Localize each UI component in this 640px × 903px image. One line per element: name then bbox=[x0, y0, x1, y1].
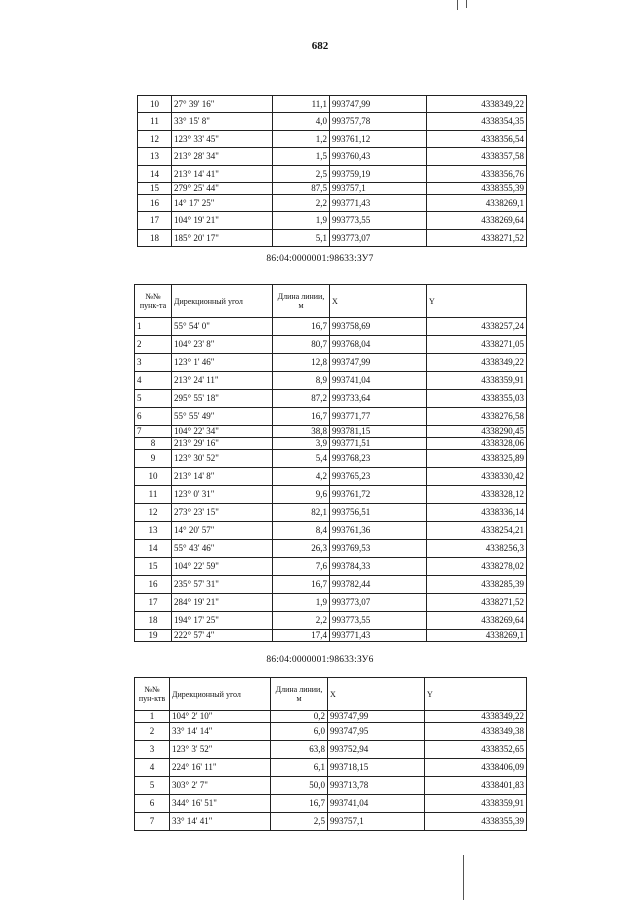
table-row bbox=[138, 212, 527, 230]
header-line-length: Длина линии, м bbox=[271, 678, 328, 711]
line-length-cell: 16,7 bbox=[273, 408, 330, 426]
scan-mark-top bbox=[457, 0, 458, 10]
point-number-cell: 17 bbox=[138, 212, 172, 230]
y-coordinate-cell: 4338278,02 bbox=[427, 558, 527, 576]
y-coordinate-cell: 4338271,05 bbox=[427, 336, 527, 354]
point-number-cell: 4 bbox=[135, 759, 170, 777]
table-row bbox=[138, 96, 527, 113]
direction-angle-cell: 104° 22' 59" bbox=[172, 558, 273, 576]
line-length-cell: 9,6 bbox=[273, 486, 330, 504]
point-number-cell: 11 bbox=[138, 113, 172, 131]
y-coordinate-cell: 4338330,42 bbox=[427, 468, 527, 486]
x-coordinate-cell: 993773,07 bbox=[330, 230, 427, 247]
header-y: Y bbox=[427, 285, 527, 318]
x-coordinate-cell: 993771,77 bbox=[330, 408, 427, 426]
point-number-cell: 16 bbox=[135, 576, 172, 594]
point-number-cell: 18 bbox=[135, 612, 172, 630]
x-coordinate-cell: 993761,12 bbox=[330, 131, 427, 148]
table-row bbox=[135, 408, 527, 426]
x-coordinate-cell: 993757,1 bbox=[328, 813, 425, 831]
y-coordinate-cell: 4338354,35 bbox=[427, 113, 527, 131]
x-coordinate-cell: 993773,07 bbox=[330, 594, 427, 612]
line-length-cell: 16,7 bbox=[273, 318, 330, 336]
y-coordinate-cell: 4338406,09 bbox=[425, 759, 527, 777]
direction-angle-cell: 235° 57' 31" bbox=[172, 576, 273, 594]
point-number-cell: 7 bbox=[135, 426, 172, 438]
direction-angle-cell: 194° 17' 25" bbox=[172, 612, 273, 630]
y-coordinate-cell: 4338359,91 bbox=[427, 372, 527, 390]
line-length-cell: 2,2 bbox=[273, 612, 330, 630]
x-coordinate-cell: 993768,23 bbox=[330, 450, 427, 468]
y-coordinate-cell: 4338269,1 bbox=[427, 630, 527, 642]
table-row bbox=[135, 438, 527, 450]
y-coordinate-cell: 4338328,12 bbox=[427, 486, 527, 504]
header-y: Y bbox=[425, 678, 527, 711]
direction-angle-cell: 27° 39' 16" bbox=[172, 96, 273, 113]
y-coordinate-cell: 4338285,39 bbox=[427, 576, 527, 594]
header-point-number: №№ пун-ктв bbox=[135, 678, 170, 711]
line-length-cell: 26,3 bbox=[273, 540, 330, 558]
table-row bbox=[135, 504, 527, 522]
x-coordinate-cell: 993713,78 bbox=[328, 777, 425, 795]
line-length-cell: 2,5 bbox=[271, 813, 328, 831]
coordinates-table-zu6 bbox=[134, 677, 527, 831]
point-number-cell: 10 bbox=[138, 96, 172, 113]
y-coordinate-cell: 4338401,83 bbox=[425, 777, 527, 795]
direction-angle-cell: 55° 54' 0" bbox=[172, 318, 273, 336]
y-coordinate-cell: 4338269,1 bbox=[427, 195, 527, 212]
direction-angle-cell: 279° 25' 44" bbox=[172, 183, 273, 195]
header-point-number: №№ пунк-та bbox=[135, 285, 172, 318]
table-row bbox=[135, 426, 527, 438]
line-length-cell: 8,9 bbox=[273, 372, 330, 390]
line-length-cell: 1,9 bbox=[273, 212, 330, 230]
direction-angle-cell: 213° 24' 11" bbox=[172, 372, 273, 390]
line-length-cell: 16,7 bbox=[273, 576, 330, 594]
direction-angle-cell: 14° 17' 25" bbox=[172, 195, 273, 212]
point-number-cell: 14 bbox=[138, 166, 172, 183]
line-length-cell: 80,7 bbox=[273, 336, 330, 354]
direction-angle-cell: 123° 30' 52" bbox=[172, 450, 273, 468]
table-row bbox=[135, 372, 527, 390]
coordinates-table-continued bbox=[137, 95, 527, 247]
point-number-cell: 16 bbox=[138, 195, 172, 212]
direction-angle-cell: 213° 14' 41" bbox=[172, 166, 273, 183]
line-length-cell: 0,2 bbox=[271, 711, 328, 723]
y-coordinate-cell: 4338271,52 bbox=[427, 594, 527, 612]
table-row bbox=[135, 336, 527, 354]
point-number-cell: 19 bbox=[135, 630, 172, 642]
y-coordinate-cell: 4338356,76 bbox=[427, 166, 527, 183]
direction-angle-cell: 222° 57' 4" bbox=[172, 630, 273, 642]
table-row bbox=[138, 166, 527, 183]
line-length-cell: 1,9 bbox=[273, 594, 330, 612]
x-coordinate-cell: 993733,64 bbox=[330, 390, 427, 408]
point-number-cell: 1 bbox=[135, 711, 170, 723]
table-row bbox=[138, 230, 527, 247]
page-number: 682 bbox=[311, 40, 329, 52]
line-length-cell: 5,1 bbox=[273, 230, 330, 247]
direction-angle-cell: 55° 43' 46" bbox=[172, 540, 273, 558]
point-number-cell: 2 bbox=[135, 336, 172, 354]
line-length-cell: 6,0 bbox=[271, 723, 328, 741]
point-number-cell: 15 bbox=[138, 183, 172, 195]
table-row bbox=[135, 522, 527, 540]
direction-angle-cell: 284° 19' 21" bbox=[172, 594, 273, 612]
table-body bbox=[138, 96, 527, 247]
direction-angle-cell: 295° 55' 18" bbox=[172, 390, 273, 408]
table-row bbox=[135, 558, 527, 576]
table-row bbox=[135, 318, 527, 336]
point-number-cell: 10 bbox=[135, 468, 172, 486]
y-coordinate-cell: 4338357,58 bbox=[427, 148, 527, 166]
line-length-cell: 11,1 bbox=[273, 96, 330, 113]
direction-angle-cell: 104° 22' 34" bbox=[172, 426, 273, 438]
point-number-cell: 5 bbox=[135, 777, 170, 795]
table-row bbox=[135, 594, 527, 612]
header-line-length: Длина линии, м bbox=[273, 285, 330, 318]
point-number-cell: 12 bbox=[135, 504, 172, 522]
table-row bbox=[138, 195, 527, 212]
point-number-cell: 14 bbox=[135, 540, 172, 558]
direction-angle-cell: 123° 3' 52" bbox=[170, 741, 271, 759]
y-coordinate-cell: 4338352,65 bbox=[425, 741, 527, 759]
y-coordinate-cell: 4338257,24 bbox=[427, 318, 527, 336]
y-coordinate-cell: 4338356,54 bbox=[427, 131, 527, 148]
y-coordinate-cell: 4338355,39 bbox=[427, 183, 527, 195]
table-row bbox=[138, 113, 527, 131]
y-coordinate-cell: 4338254,21 bbox=[427, 522, 527, 540]
table-row bbox=[135, 486, 527, 504]
header-x: X bbox=[328, 678, 425, 711]
table-row bbox=[135, 795, 527, 813]
line-length-cell: 2,5 bbox=[273, 166, 330, 183]
table-body bbox=[135, 711, 527, 831]
y-coordinate-cell: 4338349,22 bbox=[427, 96, 527, 113]
table-row bbox=[135, 723, 527, 741]
point-number-cell: 8 bbox=[135, 438, 172, 450]
line-length-cell: 87,5 bbox=[273, 183, 330, 195]
point-number-cell: 17 bbox=[135, 594, 172, 612]
x-coordinate-cell: 993741,04 bbox=[330, 372, 427, 390]
table-row bbox=[135, 390, 527, 408]
x-coordinate-cell: 993765,23 bbox=[330, 468, 427, 486]
table-row bbox=[135, 741, 527, 759]
y-coordinate-cell: 4338269,64 bbox=[427, 212, 527, 230]
parcel-caption-zu6: 86:04:0000001:98633:ЗУ6 bbox=[266, 655, 374, 665]
line-length-cell: 2,2 bbox=[273, 195, 330, 212]
y-coordinate-cell: 4338349,22 bbox=[425, 711, 527, 723]
point-number-cell: 18 bbox=[138, 230, 172, 247]
x-coordinate-cell: 993761,36 bbox=[330, 522, 427, 540]
direction-angle-cell: 104° 2' 10" bbox=[170, 711, 271, 723]
direction-angle-cell: 185° 20' 17" bbox=[172, 230, 273, 247]
x-coordinate-cell: 993758,69 bbox=[330, 318, 427, 336]
table-row bbox=[138, 131, 527, 148]
line-length-cell: 82,1 bbox=[273, 504, 330, 522]
point-number-cell: 15 bbox=[135, 558, 172, 576]
line-length-cell: 50,0 bbox=[271, 777, 328, 795]
point-number-cell: 9 bbox=[135, 450, 172, 468]
table-row bbox=[135, 759, 527, 777]
direction-angle-cell: 33° 15' 8" bbox=[172, 113, 273, 131]
x-coordinate-cell: 993747,99 bbox=[328, 711, 425, 723]
point-number-cell: 4 bbox=[135, 372, 172, 390]
direction-angle-cell: 273° 23' 15" bbox=[172, 504, 273, 522]
line-length-cell: 1,5 bbox=[273, 148, 330, 166]
direction-angle-cell: 104° 23' 8" bbox=[172, 336, 273, 354]
point-number-cell: 12 bbox=[138, 131, 172, 148]
x-coordinate-cell: 993784,33 bbox=[330, 558, 427, 576]
table-row bbox=[135, 630, 527, 642]
y-coordinate-cell: 4338256,3 bbox=[427, 540, 527, 558]
y-coordinate-cell: 4338355,03 bbox=[427, 390, 527, 408]
table-body bbox=[135, 318, 527, 642]
line-length-cell: 17,4 bbox=[273, 630, 330, 642]
parcel-caption-zu7: 86:04:0000001:98633:ЗУ7 bbox=[266, 254, 374, 264]
table-row bbox=[138, 183, 527, 195]
x-coordinate-cell: 993768,04 bbox=[330, 336, 427, 354]
line-length-cell: 63,8 bbox=[271, 741, 328, 759]
y-coordinate-cell: 4338349,38 bbox=[425, 723, 527, 741]
x-coordinate-cell: 993773,55 bbox=[330, 612, 427, 630]
y-coordinate-cell: 4338336,14 bbox=[427, 504, 527, 522]
y-coordinate-cell: 4338328,06 bbox=[427, 438, 527, 450]
direction-angle-cell: 303° 2' 7" bbox=[170, 777, 271, 795]
table-row bbox=[135, 354, 527, 372]
table-row bbox=[135, 612, 527, 630]
direction-angle-cell: 213° 14' 8" bbox=[172, 468, 273, 486]
point-number-cell: 13 bbox=[135, 522, 172, 540]
point-number-cell: 1 bbox=[135, 318, 172, 336]
x-coordinate-cell: 993773,55 bbox=[330, 212, 427, 230]
y-coordinate-cell: 4338269,64 bbox=[427, 612, 527, 630]
line-length-cell: 16,7 bbox=[271, 795, 328, 813]
line-length-cell: 1,2 bbox=[273, 131, 330, 148]
x-coordinate-cell: 993747,95 bbox=[328, 723, 425, 741]
table-row bbox=[135, 813, 527, 831]
scan-mark-top-2 bbox=[466, 0, 467, 8]
y-coordinate-cell: 4338276,58 bbox=[427, 408, 527, 426]
point-number-cell: 6 bbox=[135, 408, 172, 426]
x-coordinate-cell: 993769,53 bbox=[330, 540, 427, 558]
x-coordinate-cell: 993757,78 bbox=[330, 113, 427, 131]
line-length-cell: 38,8 bbox=[273, 426, 330, 438]
direction-angle-cell: 33° 14' 14" bbox=[170, 723, 271, 741]
table-row bbox=[138, 148, 527, 166]
x-coordinate-cell: 993747,99 bbox=[330, 354, 427, 372]
point-number-cell: 2 bbox=[135, 723, 170, 741]
x-coordinate-cell: 993782,44 bbox=[330, 576, 427, 594]
table-row bbox=[135, 576, 527, 594]
x-coordinate-cell: 993718,15 bbox=[328, 759, 425, 777]
y-coordinate-cell: 4338271,52 bbox=[427, 230, 527, 247]
x-coordinate-cell: 993761,72 bbox=[330, 486, 427, 504]
point-number-cell: 7 bbox=[135, 813, 170, 831]
y-coordinate-cell: 4338355,39 bbox=[425, 813, 527, 831]
direction-angle-cell: 33° 14' 41" bbox=[170, 813, 271, 831]
x-coordinate-cell: 993759,19 bbox=[330, 166, 427, 183]
line-length-cell: 12,8 bbox=[273, 354, 330, 372]
x-coordinate-cell: 993756,51 bbox=[330, 504, 427, 522]
header-direction-angle: Дирекционный угол bbox=[170, 678, 271, 711]
point-number-cell: 13 bbox=[138, 148, 172, 166]
x-coordinate-cell: 993752,94 bbox=[328, 741, 425, 759]
direction-angle-cell: 14° 20' 57" bbox=[172, 522, 273, 540]
line-length-cell: 5,4 bbox=[273, 450, 330, 468]
line-length-cell: 87,2 bbox=[273, 390, 330, 408]
x-coordinate-cell: 993771,51 bbox=[330, 438, 427, 450]
x-coordinate-cell: 993771,43 bbox=[330, 630, 427, 642]
point-number-cell: 5 bbox=[135, 390, 172, 408]
line-length-cell: 4,2 bbox=[273, 468, 330, 486]
x-coordinate-cell: 993741,04 bbox=[328, 795, 425, 813]
line-length-cell: 3,9 bbox=[273, 438, 330, 450]
direction-angle-cell: 123° 33' 45" bbox=[172, 131, 273, 148]
table-row bbox=[135, 540, 527, 558]
point-number-cell: 11 bbox=[135, 486, 172, 504]
table-row bbox=[135, 711, 527, 723]
scan-mark-bottom bbox=[463, 855, 464, 900]
line-length-cell: 6,1 bbox=[271, 759, 328, 777]
direction-angle-cell: 213° 29' 16" bbox=[172, 438, 273, 450]
direction-angle-cell: 123° 0' 31" bbox=[172, 486, 273, 504]
y-coordinate-cell: 4338290,45 bbox=[427, 426, 527, 438]
x-coordinate-cell: 993757,1 bbox=[330, 183, 427, 195]
header-x: X bbox=[330, 285, 427, 318]
point-number-cell: 3 bbox=[135, 741, 170, 759]
x-coordinate-cell: 993760,43 bbox=[330, 148, 427, 166]
y-coordinate-cell: 4338349,22 bbox=[427, 354, 527, 372]
x-coordinate-cell: 993771,43 bbox=[330, 195, 427, 212]
header-direction-angle: Дирекционный угол bbox=[172, 285, 273, 318]
table-row bbox=[135, 450, 527, 468]
line-length-cell: 8,4 bbox=[273, 522, 330, 540]
table-row bbox=[135, 777, 527, 795]
direction-angle-cell: 224° 16' 11" bbox=[170, 759, 271, 777]
direction-angle-cell: 55° 55' 49" bbox=[172, 408, 273, 426]
x-coordinate-cell: 993747,99 bbox=[330, 96, 427, 113]
point-number-cell: 3 bbox=[135, 354, 172, 372]
direction-angle-cell: 123° 1' 46" bbox=[172, 354, 273, 372]
y-coordinate-cell: 4338359,91 bbox=[425, 795, 527, 813]
x-coordinate-cell: 993781,15 bbox=[330, 426, 427, 438]
y-coordinate-cell: 4338325,89 bbox=[427, 450, 527, 468]
coordinates-table-zu7 bbox=[134, 284, 527, 642]
direction-angle-cell: 344° 16' 51" bbox=[170, 795, 271, 813]
direction-angle-cell: 213° 28' 34" bbox=[172, 148, 273, 166]
line-length-cell: 4,0 bbox=[273, 113, 330, 131]
point-number-cell: 6 bbox=[135, 795, 170, 813]
table-row bbox=[135, 468, 527, 486]
line-length-cell: 7,6 bbox=[273, 558, 330, 576]
direction-angle-cell: 104° 19' 21" bbox=[172, 212, 273, 230]
